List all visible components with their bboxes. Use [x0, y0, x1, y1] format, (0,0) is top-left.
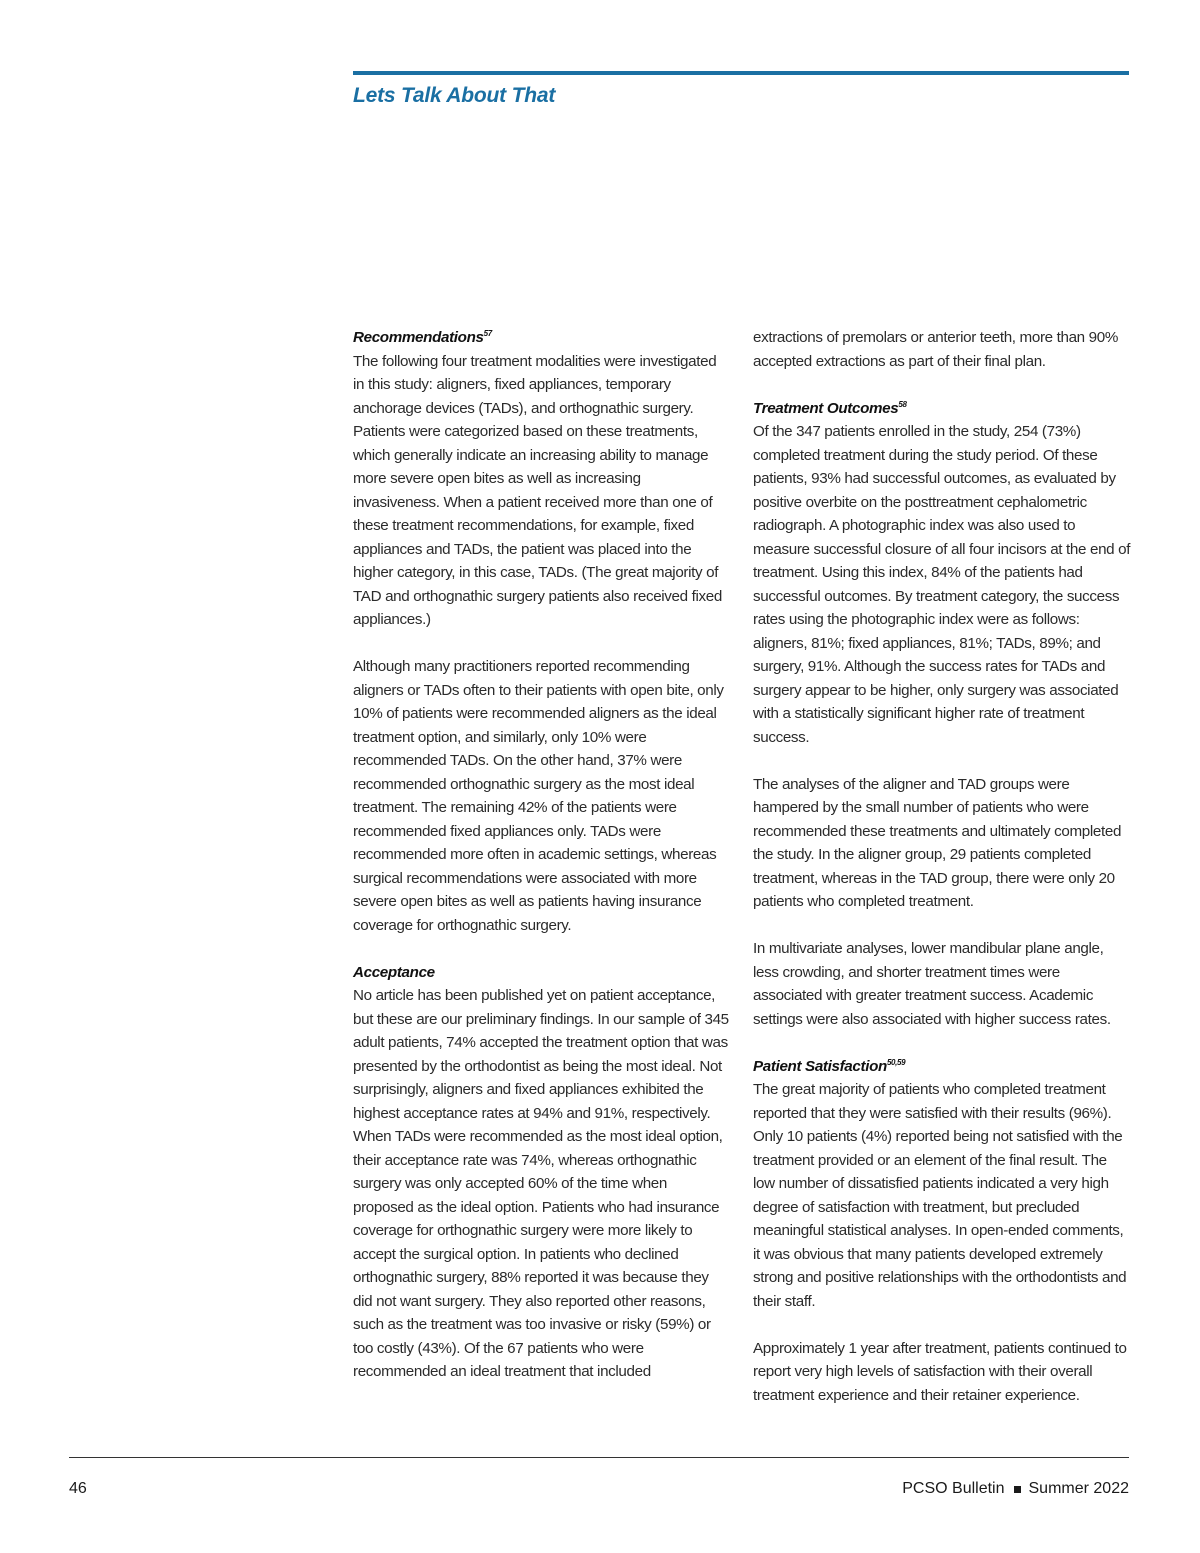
- section-title: Lets Talk About That: [353, 84, 556, 107]
- acceptance-heading: Acceptance: [353, 963, 435, 981]
- patient-satisfaction-ref: 50,59: [886, 1057, 906, 1067]
- acceptance-continued: extractions of premolars or anterior teeth, more than 90% accepted extractions as part of their final plan.: [753, 329, 1118, 370]
- recommendations-paragraph-1: The following four treatment modalities were investigated in this study: aligners, fixed appliances, temporary anchorage devices (TADs), and orthognathic surgery. Patients were categorized based on these treatments, which generally indicate an increasing ability to manage more severe open bites as well as increasing invasiveness. When a patient received more than one of these treatment recommendations, for example, fixed appliances and TADs, the patient was placed into the higher category, in this case, TADs. (The great majority of TAD and orthognathic surgery patients also received fixed appliances.): [353, 352, 722, 628]
- footer-publication-info: [902, 1480, 1129, 1498]
- treatment-outcomes-paragraph-1: Of the 347 patients enrolled in the study, 254 (73%) completed treatment during the study period. Of these patients, 93% had successful outcomes, as evaluated by positive overbite on the posttreatment cephalometric radiograph. A photographic index was also used to measure successful closure of all four incisors at the end of treatment. Using this index, 84% of the patients had successful outcomes. By treatment category, the success rates using the photographic index were as follows: aligners, 81%; fixed appliances, 81%; TADs, 89%; and surgery, 91%. Although the success rates for TADs and surgery appear to be higher, only surgery was associated with a statistically significant higher rate of treatment success.: [753, 423, 1131, 746]
- square-bullet-icon: [1014, 1486, 1021, 1493]
- treatment-outcomes-ref: 58: [898, 399, 907, 409]
- treatment-outcomes-heading-text: Treatment Outcomes: [753, 399, 899, 417]
- patient-satisfaction-heading-text: Patient Satisfaction: [753, 1057, 887, 1075]
- left-column: [353, 326, 731, 1407]
- treatment-outcomes-heading: [753, 397, 1131, 421]
- right-column: [753, 326, 1131, 1431]
- patient-satisfaction-heading: [753, 1055, 1131, 1079]
- acceptance-paragraph-1: No article has been published yet on patient acceptance, but these are our preliminary findings. In our sample of 345 adult patients, 74% accepted the treatment option that was presented by the orthodontist as being the most ideal. Not surprisingly, aligners and fixed appliances exhibited the highest acceptance rates at 94% and 91%, respectively. When TADs were recommended as the most ideal option, their acceptance rate was 74%, whereas orthognathic surgery was only accepted 60% of the time when proposed as the ideal option. Patients who had insurance coverage for orthognathic surgery were more likely to accept the surgical option. In patients who declined orthognathic surgery, 88% reported it was because they did not want surgery. They also reported other reasons, such as the treatment was too invasive or risky (59%) or too costly (43%). Of the 67 patients who were recommended an ideal treatment that included: [353, 987, 729, 1380]
- page-number: 46: [69, 1480, 87, 1497]
- treatment-outcomes-paragraph-3: In multivariate analyses, lower mandibular plane angle, less crowding, and shorter treatment times were associated with greater treatment success. Academic settings were also associated with higher success rates.: [753, 940, 1111, 1028]
- header-rule: [353, 71, 1129, 75]
- treatment-outcomes-paragraph-2: The analyses of the aligner and TAD groups were hampered by the small number of patients who were recommended these treatments and ultimately completed the study. In the aligner group, 29 patients completed treatment, whereas in the TAD group, there were only 20 patients who completed treatment.: [753, 775, 1122, 910]
- publication-name: PCSO Bulletin: [902, 1480, 1005, 1497]
- issue-date: Summer 2022: [1028, 1480, 1129, 1497]
- recommendations-heading-text: Recommendations: [353, 329, 484, 346]
- recommendations-heading: [353, 326, 731, 350]
- recommendations-ref: 57: [483, 328, 492, 338]
- footer-rule: [69, 1457, 1129, 1458]
- patient-satisfaction-paragraph-1: The great majority of patients who completed treatment reported that they were satisfied with their results (96%). Only 10 patients (4%) reported being not satisfied with the treatment provided or an element of the final result. The low number of dissatisfied patients indicated a very high degree of satisfaction with treatment, but precluded meaningful statistical analyses. In open-ended comments, it was obvious that many patients developed extremely strong and positive relationships with the orthodontists and their staff.: [753, 1081, 1127, 1310]
- recommendations-paragraph-2: Although many practitioners reported recommending aligners or TADs often to their patients with open bite, only 10% of patients were recommended aligners as the ideal treatment option, and similarly, only 10% were recommended TADs. On the other hand, 37% were recommended orthognathic surgery as the most ideal treatment. The remaining 42% of the patients were recommended fixed appliances only. TADs were recommended more often in academic settings, whereas surgical recommendations were associated with more severe open bites as well as patients having insurance coverage for orthognathic surgery.: [353, 658, 724, 934]
- patient-satisfaction-paragraph-2: Approximately 1 year after treatment, patients continued to report very high levels of satisfaction with their overall treatment experience and their retainer experience.: [753, 1339, 1127, 1404]
